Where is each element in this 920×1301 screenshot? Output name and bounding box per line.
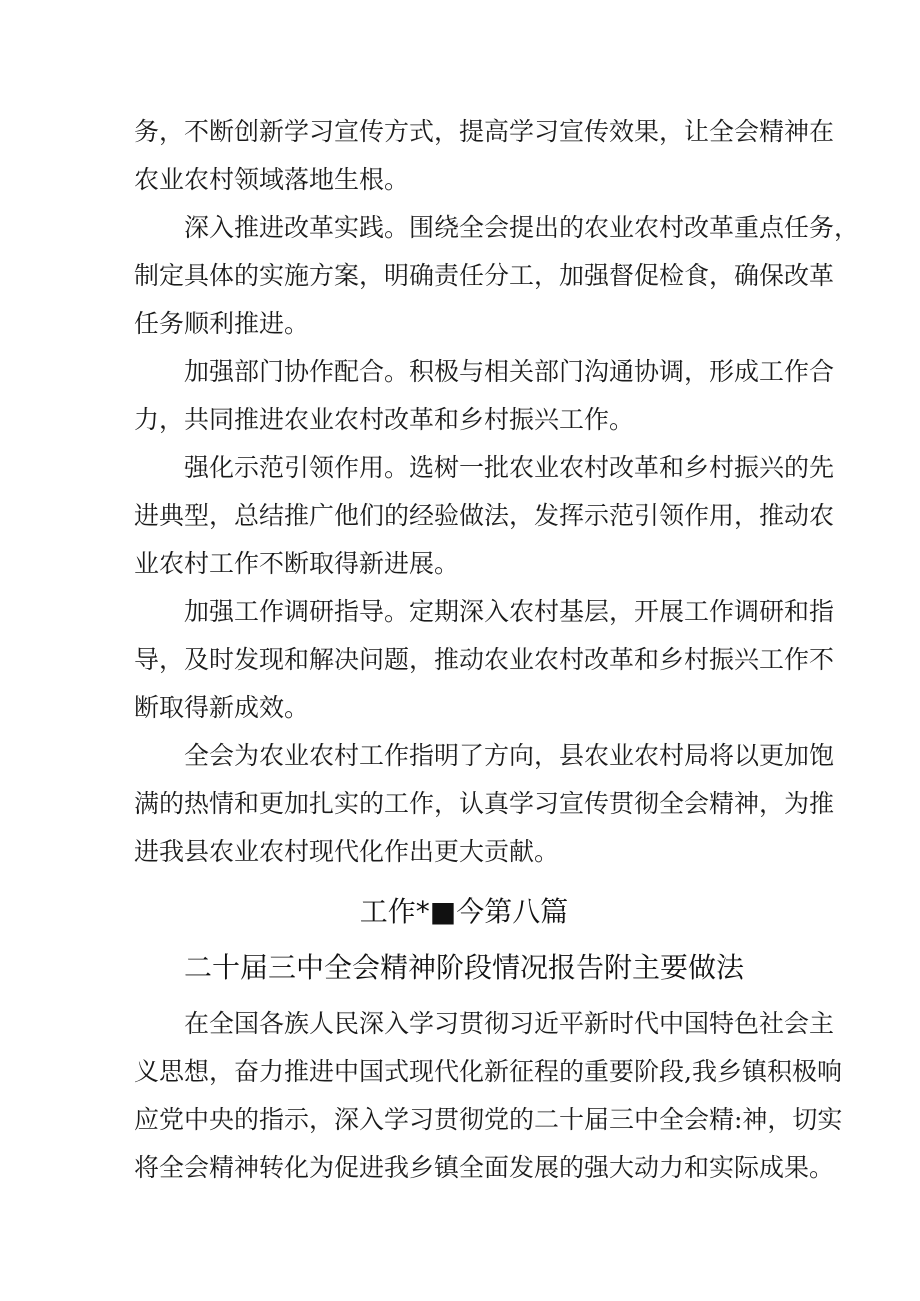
section-heading-line-1: 工作*■今第八篇	[359, 895, 569, 928]
text-line: 深入推进改革实践。围绕全会提出的农业农村改革重点任务，	[184, 213, 860, 242]
text-line: 进典型，总结推广他们的经验做法，发挥示范引领作用，推动农	[134, 501, 835, 530]
paragraph-research-guidance	[134, 588, 835, 732]
text-line: 力，共同推进农业农村改革和乡村振兴工作。	[134, 405, 635, 434]
text-line: 务，不断创新学习宣传方式，提高学习宣传效果，让全会精神在	[134, 117, 835, 146]
text-line: 导，及时发现和解决问题，推动农业农村改革和乡村振兴工作不	[134, 645, 835, 674]
text-line: 进我县农业农村现代化作出更大贡献。	[134, 837, 560, 866]
text-line: 强化示范引领作用。选树一批农业农村改革和乡村振兴的先	[184, 453, 835, 482]
text-line: 断取得新成效。	[134, 693, 310, 722]
text-line: 业农村工作不断取得新进展。	[134, 549, 460, 578]
text-line: 农业农村领域落地生根。	[134, 165, 410, 194]
text-line: 全会为农业农村工作指明了方向，县农业农村局将以更加饱	[184, 741, 835, 770]
paragraph-conclusion	[134, 732, 835, 876]
text-line: 将全会精神转化为促进我乡镇全面发展的强大动力和实际成果。	[134, 1153, 835, 1182]
text-line: 加强部门协作配合。积极与相关部门沟通协调，形成工作合	[184, 357, 835, 386]
text-line: 应党中央的指示，深入学习贯彻党的二十届三中全会精:神，切实	[134, 1105, 843, 1134]
paragraph-department-cooperation	[134, 348, 835, 444]
text-line: 任务顺利推进。	[134, 309, 310, 338]
text-line: 义思想，奋力推进中国式现代化新征程的重要阶段,我乡镇积极响	[134, 1057, 842, 1086]
closing-paragraph	[134, 1000, 843, 1192]
section-heading-line-2: 二十届三中全会精神阶段情况报告附主要做法	[183, 951, 744, 984]
text-line: 在全国各族人民深入学习贯彻习近平新时代中国特色社会主	[184, 1009, 835, 1038]
document-page	[134, 108, 860, 1192]
text-line: 满的热情和更加扎实的工作，认真学习宣传贯彻全会精神，为推	[134, 789, 835, 818]
continuation-paragraph	[134, 108, 835, 204]
text-line: 制定具体的实施方案，明确责任分工，加强督促检食，确保改革	[134, 261, 835, 290]
paragraph-reform-practice	[134, 204, 860, 348]
paragraph-demonstration	[134, 444, 835, 588]
text-line: 加强工作调研指导。定期深入农村基层，开展工作调研和指	[184, 597, 835, 626]
